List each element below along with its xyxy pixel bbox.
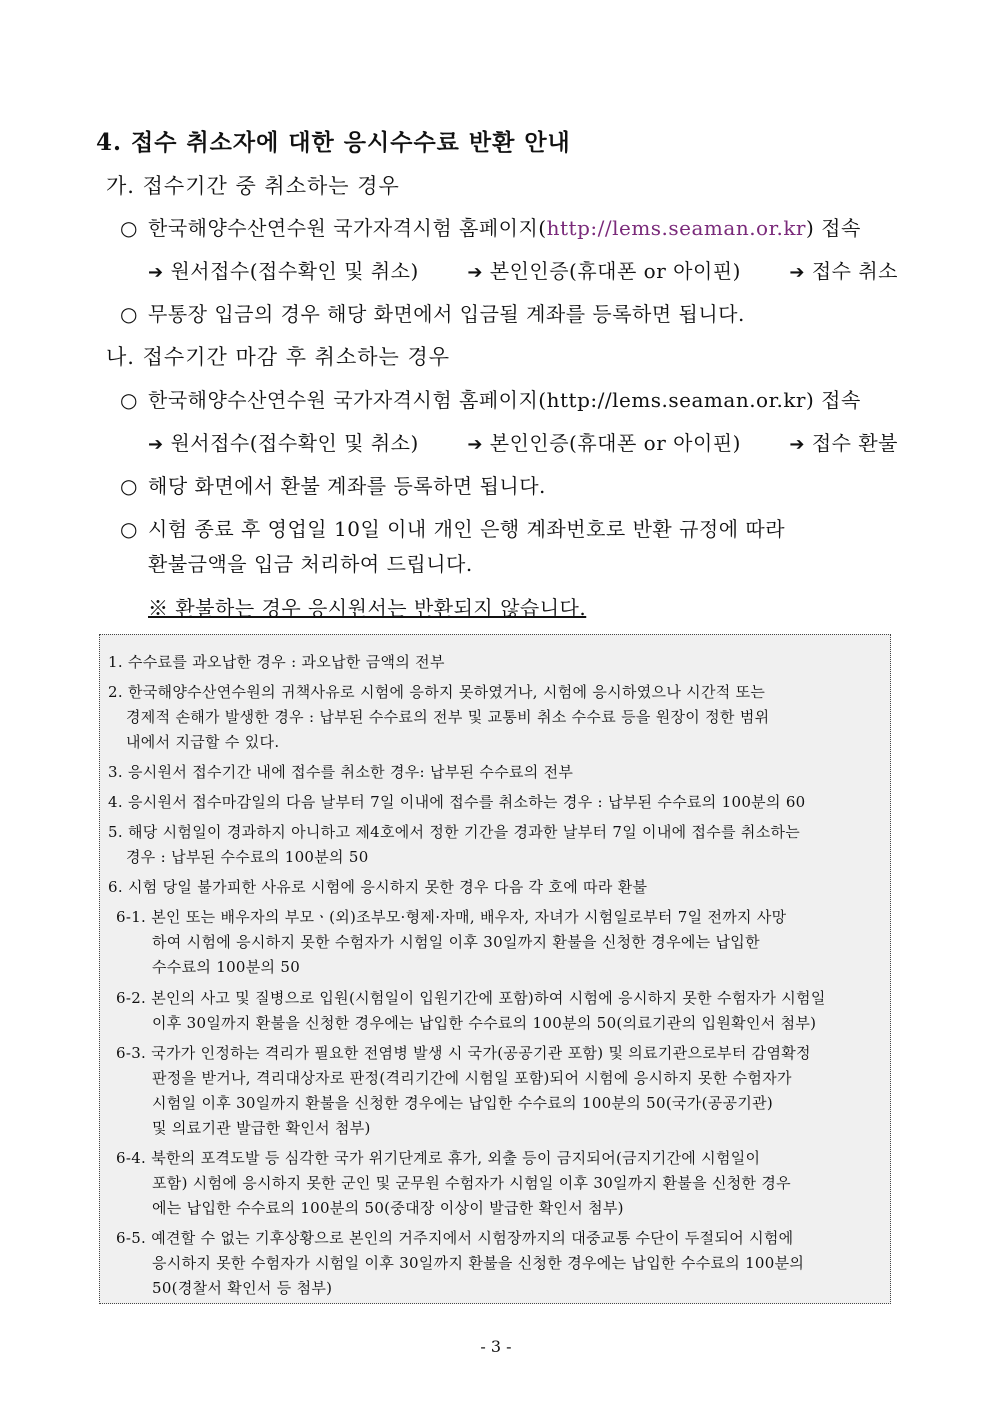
box-line: 1. 수수료를 과오납한 경우 : 과오납한 금액의 전부 [108,653,445,671]
box-line: 3. 응시원서 접수기간 내에 접수를 취소한 경우: 납부된 수수료의 전부 [108,763,574,781]
bullet-mark: ○ [120,517,138,541]
steps-line-b: ➔ 원서접수(접수확인 및 취소) ➔ 본인인증(휴대폰 or 아이핀) ➔ 접수 환불 [148,431,898,455]
arrow-icon: ➔ [148,262,164,283]
bullet-homepage-a: ○ 한국해양수산연수원 국가자격시험 홈페이지(http://lems.seaman.or.kr) 접속 [120,216,861,240]
box-line: 포함) 시험에 응시하지 못한 군인 및 군무원 수험자가 시험일 이후 30일까지 환불을 신청한 경우 [152,1174,791,1192]
arrow-icon: ➔ [467,434,483,455]
box-line: 내에서 지급할 수 있다. [126,733,280,751]
box-line: 경우 : 납부된 수수료의 100분의 50 [126,848,369,866]
box-line: 2. 한국해양수산연수원의 귀책사유로 시험에 응하지 못하였거나, 시험에 응시하였으나 시간적 또는 [108,683,766,701]
box-line: 6-3. 국가가 인정하는 격리가 필요한 전염병 발생 시 국가(공공기관 포함) 및 의료기관으로부터 감염확정 [116,1044,811,1062]
box-line: 수수료의 100분의 50 [152,958,301,976]
bullet-mark: ○ [120,474,138,498]
steps-line-a: ➔ 원서접수(접수확인 및 취소) ➔ 본인인증(휴대폰 or 아이핀) ➔ 접수 취소 [148,259,898,283]
box-line: 및 의료기관 발급한 확인서 첨부) [152,1119,371,1137]
box-line: 4. 응시원서 접수마감일의 다음 날부터 7일 이내에 접수를 취소하는 경우 : 납부된 수수료의 100분의 60 [108,793,806,811]
bullet-mark: ○ [120,302,138,326]
subsection-heading-a: 가. 접수기간 중 취소하는 경우 [106,174,400,198]
section-title: 4. 접수 취소자에 대한 응시수수료 반환 안내 [96,129,571,156]
box-line: 에는 납입한 수수료의 100분의 50(중대장 이상이 발급한 확인서 첨부) [152,1199,624,1217]
bullet-refund-deadline-b: ○ 시험 종료 후 영업일 10일 이내 개인 은행 계좌번호로 반환 규정에 따라 [120,517,786,541]
box-line: 6. 시험 당일 불가피한 사유로 시험에 응시하지 못한 경우 다음 각 호에 따라 환불 [108,878,648,896]
refund-regulation-box [99,634,891,1304]
box-line: 6-4. 북한의 포격도발 등 심각한 국가 위기단계로 휴가, 외출 등이 금지되어(금지기간에 시험일이 [116,1149,761,1167]
bullet-homepage-b: ○ 한국해양수산연수원 국가자격시험 홈페이지(http://lems.seaman.or.kr) 접속 [120,388,861,412]
box-line: 하여 시험에 응시하지 못한 수험자가 시험일 이후 30일까지 환불을 신청한 경우에는 납입한 [152,933,760,951]
box-line: 6-5. 예견할 수 없는 기후상황으로 본인의 거주지에서 시험장까지의 대중교통 수단이 두절되어 시험에 [116,1229,794,1247]
box-line: 5. 해당 시험일이 경과하지 아니하고 제4호에서 정한 기간을 경과한 날부터 7일 이내에 접수를 취소하는 [108,823,801,841]
box-line: 6-1. 본인 또는 배우자의 부모ㆍ(외)조부모·형제·자매, 배우자, 자녀가 시험일로부터 7일 전까지 사망 [116,908,787,926]
homepage-link[interactable]: http://lems.seaman.or.kr [546,388,806,412]
arrow-icon: ➔ [789,434,805,455]
arrow-icon: ➔ [148,434,164,455]
bullet-refund-account-b: ○ 해당 화면에서 환불 계좌를 등록하면 됩니다. [120,474,546,498]
page-number: - 3 - [480,1337,512,1356]
box-line: 시험일 이후 30일까지 환불을 신청한 경우에는 납입한 수수료의 100분의 50(국가(공공기관) [152,1094,774,1112]
bullet-deposit-a: ○ 무통장 입금의 경우 해당 화면에서 입금될 계좌를 등록하면 됩니다. [120,302,745,326]
arrow-icon: ➔ [789,262,805,283]
refund-note: ※ 환불하는 경우 응시원서는 반환되지 않습니다. [148,596,587,620]
box-line: 응시하지 못한 수험자가 시험일 이후 30일까지 환불을 신청한 경우에는 납입한 수수료의 100분의 [152,1254,805,1272]
box-line: 6-2. 본인의 사고 및 질병으로 입원(시험일이 입원기간에 포함)하여 시험에 응시하지 못한 수험자가 시험일 [116,989,826,1007]
bullet-refund-deadline-cont: 환불금액을 입금 처리하여 드립니다. [148,552,473,576]
box-line: 경제적 손해가 발생한 경우 : 납부된 수수료의 전부 및 교통비 취소 수수료 등을 원장이 정한 범위 [126,708,770,726]
homepage-link[interactable]: http://lems.seaman.or.kr [546,216,806,240]
bullet-mark: ○ [120,388,138,412]
bullet-mark: ○ [120,216,138,240]
subsection-heading-b: 나. 접수기간 마감 후 취소하는 경우 [106,345,451,369]
box-line: 판정을 받거나, 격리대상자로 판정(격리기간에 시험일 포함)되어 시험에 응시하지 못한 수험자가 [152,1069,792,1087]
box-line: 50(경찰서 확인서 등 첨부) [152,1279,333,1297]
box-line: 이후 30일까지 환불을 신청한 경우에는 납입한 수수료의 100분의 50(의료기관의 입원확인서 첨부) [152,1014,817,1032]
arrow-icon: ➔ [467,262,483,283]
